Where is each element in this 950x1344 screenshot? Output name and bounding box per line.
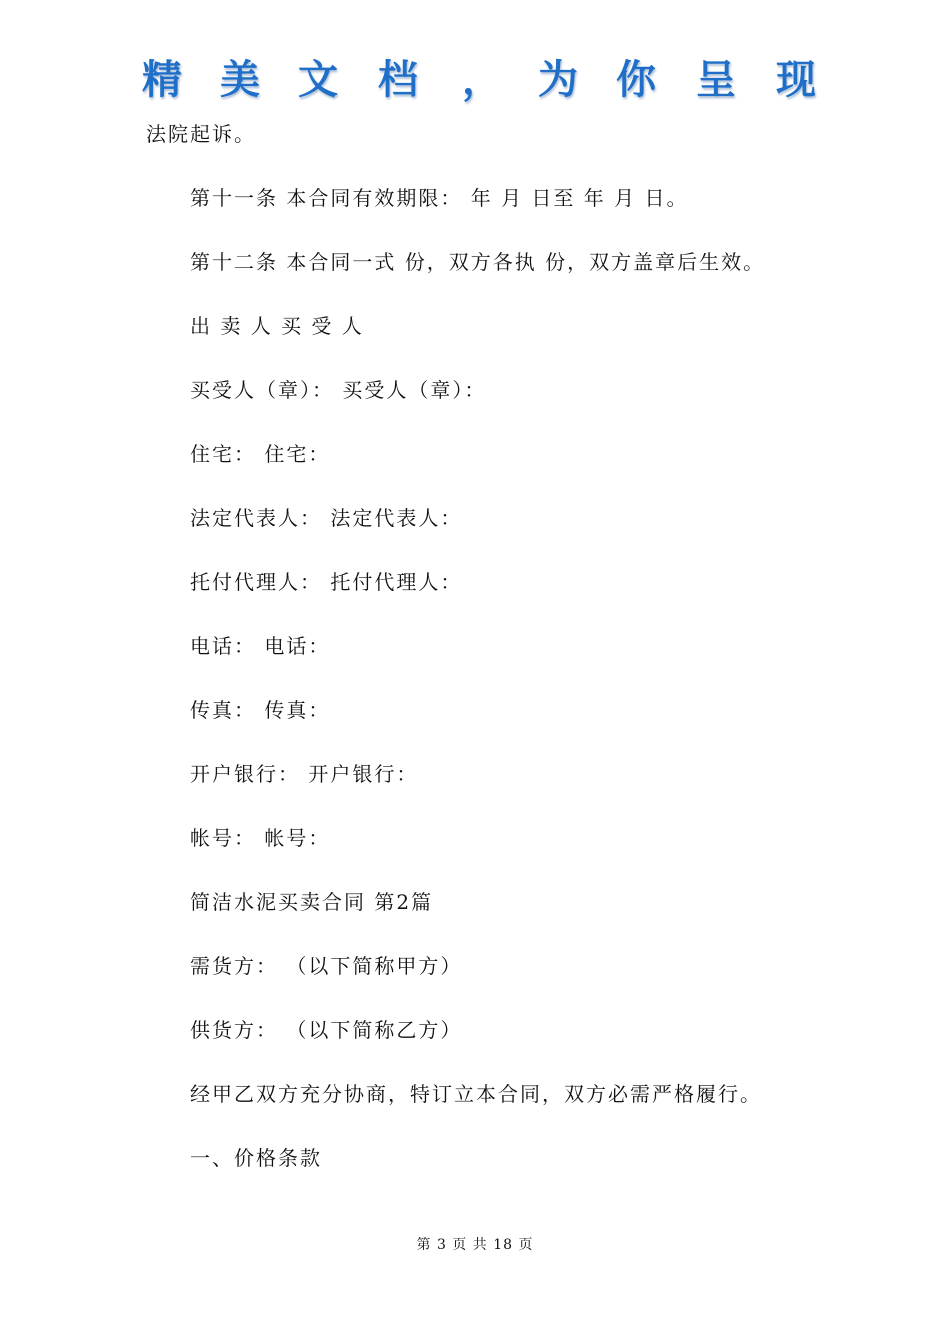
banner-char: 档 — [378, 57, 418, 103]
banner-char: 美 — [220, 57, 260, 103]
text-line: 传真： 传真： — [190, 698, 331, 722]
banner-char: 为 — [538, 57, 578, 103]
text-line: 出 卖 人 买 受 人 — [190, 314, 364, 338]
banner-char: 现 — [776, 57, 816, 103]
banner-char: 你 — [616, 57, 656, 103]
text-line: 第十一条 本合同有效期限： 年 月 日至 年 月 日。 — [190, 186, 689, 210]
banner-char: 文 — [298, 57, 338, 103]
text-line: 经甲乙双方充分协商，特订立本合同，双方必需严格履行。 — [190, 1082, 762, 1106]
header-banner — [120, 54, 840, 114]
text-line: 开户银行： 开户银行： — [190, 762, 419, 786]
text-line: 买受人（章）： 买受人（章）： — [190, 378, 487, 402]
text-line: 一、价格条款 — [190, 1146, 322, 1170]
text-line: 需货方： （以下简称甲方） — [190, 954, 463, 978]
text-line: 供货方： （以下简称乙方） — [190, 1018, 463, 1042]
text-line: 住宅： 住宅： — [190, 442, 331, 466]
page-number: 第 3 页 共 18 页 — [416, 1237, 534, 1253]
banner-char: 呈 — [696, 57, 736, 103]
text-line: 电话： 电话： — [190, 634, 331, 658]
text-line: 第十二条 本合同一式 份，双方各执 份，双方盖章后生效。 — [190, 250, 766, 274]
text-line: 法院起诉。 — [146, 122, 256, 146]
banner-char: ， — [462, 57, 502, 103]
text-line: 法定代表人： 法定代表人： — [190, 506, 463, 530]
banner-char: 精 — [142, 57, 182, 103]
text-line: 简洁水泥买卖合同 第2篇 — [190, 890, 434, 914]
text-line: 帐号： 帐号： — [190, 826, 331, 850]
text-line: 托付代理人： 托付代理人： — [190, 570, 463, 594]
